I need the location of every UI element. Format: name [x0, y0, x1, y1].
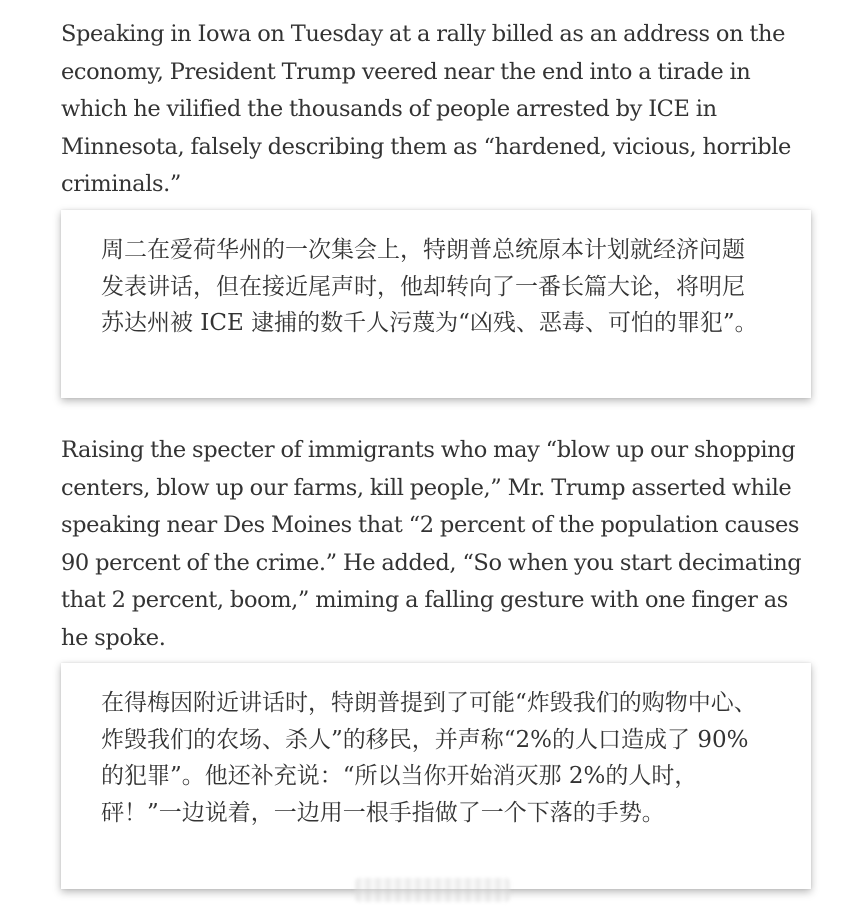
- chinese-translation-2: 在得梅因附近讲话时，特朗普提到了可能“炸毁我们的购物中心、炸毁我们的农场、杀人”的移民，并声称“2%的人口造成了 90%的犯罪”。他还补充说：“所以当你开始消灭那 2%的人时，砰！”一边说着，一边用一根手指做了一个下落的手势。: [101, 690, 757, 826]
- translation-box-2: [61, 663, 811, 889]
- watermark: [355, 878, 510, 902]
- chinese-translation-1: 周二在爱荷华州的一次集会上，特朗普总统原本计划就经济问题发表讲话，但在接近尾声时，他却转向了一番长篇大论，将明尼苏达州被 ICE 逮捕的数千人污蔑为“凶残、恶毒、可怕的罪犯”。: [101, 237, 758, 336]
- english-paragraph-1: Speaking in Iowa on Tuesday at a rally billed as an address on the economy, President Trump veered near the end into a tirade in which he vilified the thousands of people arrested by ICE in Minnesota, falsely describing them as “hardened, vicious, horrible criminals.”: [61, 21, 791, 197]
- english-paragraph-2: Raising the specter of immigrants who may “blow up our shopping centers, blow up our farms, kill people,” Mr. Trump asserted while speaking near Des Moines that “2 percent of the population causes 90 percent of the crime.” He added, “So when you start decimating that 2 percent, boom,” miming a falling gesture with one finger as he spoke.: [61, 437, 802, 651]
- translation-box-1: [61, 210, 811, 398]
